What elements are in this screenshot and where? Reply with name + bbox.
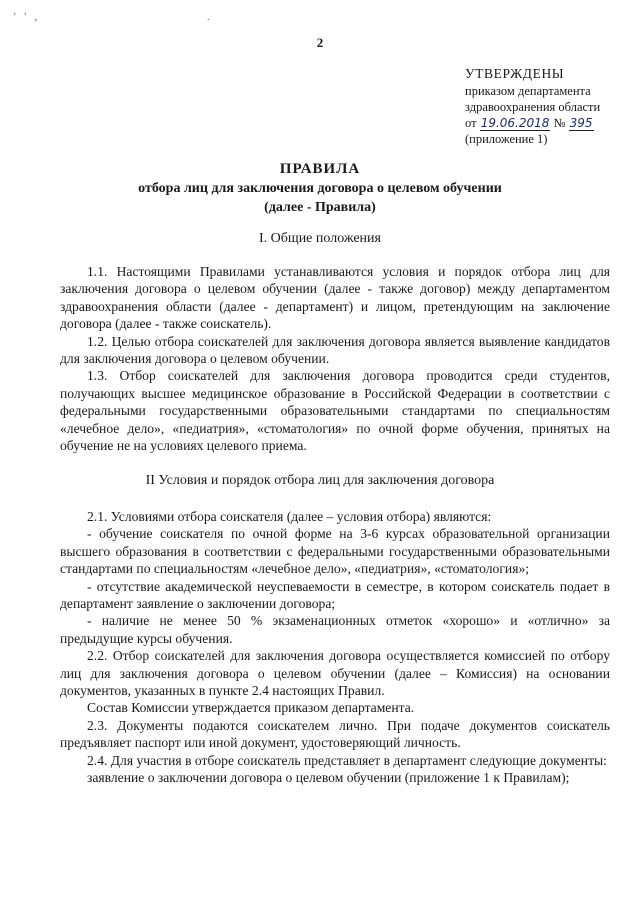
paragraph-1-3: 1.3. Отбор соискателей для заключения договора проводится среди студентов, получающих высшее медицинское образование в Российской Федерации в соответствии с федеральными государственными образовательными стандартами по специальностям «лечебное дело», «педиатрия», «стоматология» по очной форме обучения, принятых на обучение не на условиях целевого приема. — [60, 368, 610, 454]
approval-block — [465, 66, 625, 147]
document-title: ПРАВИЛА — [279, 161, 361, 177]
scan-marks: ' ' , — [14, 12, 41, 23]
approval-date-prefix: от — [465, 116, 477, 130]
section-1-body — [60, 263, 610, 454]
approval-date-handwritten: 19.06.2018 — [480, 116, 550, 130]
document-subtitle-1: отбора лиц для заключения договора о целевом обучении — [138, 181, 502, 196]
paragraph-2-4: 2.4. Для участия в отборе соискатель представляет в департамент следующие документы: — [87, 752, 607, 768]
paragraph-1-2: 1.2. Целью отбора соискателей для заключения договора является выявление кандидатов для заключения договора о целевом обучении. — [60, 333, 610, 367]
document-subtitle-2: (далее - Правила) — [264, 200, 376, 215]
approval-title: УТВЕРЖДЕНЫ — [465, 66, 565, 81]
paragraph-2-2: 2.2. Отбор соискателей для заключения договора осуществляется комиссией по отбору лиц для заключения договора о целевом обучении (далее – Комиссия) на основании документов, указанных в пункте 2.4 настоящих Правил. — [60, 648, 610, 699]
approval-line-1: приказом департамента — [465, 84, 591, 98]
page-number: 2 — [316, 35, 324, 50]
approval-line-2: здравоохранения области — [465, 100, 601, 114]
section-2-heading: II Условия и порядок отбора лиц для заключения договора — [145, 473, 495, 488]
document-title-block — [0, 160, 640, 217]
approval-date-line — [465, 115, 625, 131]
paragraph-2-1: 2.1. Условиями отбора соискателя (далее – условия отбора) являются: — [87, 509, 492, 524]
section-1-heading: I. Общие положения — [259, 231, 381, 246]
approval-appendix: (приложение 1) — [465, 132, 548, 146]
scan-mark: . — [207, 12, 210, 23]
paragraph-2-3: 2.3. Документы подаются соискателем лично. При подаче документов соискатель предъявляет паспорт или иной документ, удостоверяющий личность. — [60, 717, 610, 751]
paragraph-2-1-item-1: - обучение соискателя по очной форме на 3-6 курсах образовательной организации высшего образования в соответствии с федеральными государственными образовательными стандартами по специальностям «лечебное дело», «педиатрия», «стоматология»; — [60, 526, 610, 577]
section-2-body — [60, 508, 610, 787]
paragraph-1-1: 1.1. Настоящими Правилами устанавливаются условия и порядок отбора лиц для заключения договора о целевом обучении (далее - также договор) между департаментом здравоохранения области (далее - департамент) и лицом, претендующим на заключение договора (далее - также соискатель). — [60, 264, 610, 332]
paragraph-2-1-item-3: - наличие не менее 50 % экзаменационных отметок «хорошо» и «отлично» за предыдущие курсы обучения. — [60, 613, 610, 646]
approval-number-handwritten: 395 — [569, 116, 593, 130]
paragraph-2-4-item-1: заявление о заключении договора о целевом обучении (приложение 1 к Правилам); — [87, 770, 570, 786]
approval-number-prefix: № — [553, 116, 566, 130]
paragraph-2-2-commission: Состав Комиссии утверждается приказом департамента. — [87, 700, 415, 716]
paragraph-2-1-item-2: - отсутствие академической неуспеваемости в семестре, в котором соискатель подает в департамент заявление о заключении договора; — [60, 578, 610, 612]
